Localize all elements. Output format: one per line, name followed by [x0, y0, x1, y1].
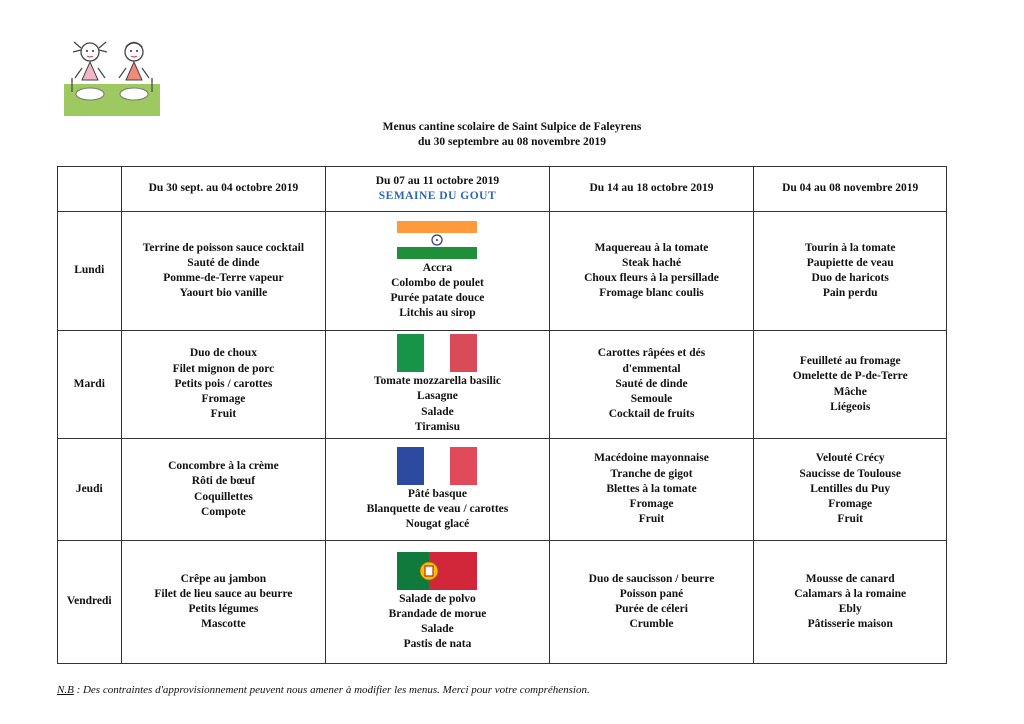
- menu-cell: [549, 439, 754, 541]
- menu-cell: [549, 541, 754, 664]
- dish: Fruit: [837, 513, 863, 526]
- dish: Feuilleté au fromage: [799, 355, 901, 368]
- footnote-label: N.B: [57, 684, 74, 696]
- dish: Nougat glacé: [405, 518, 470, 531]
- dish: Accra: [422, 261, 453, 274]
- day-label: Mardi: [58, 331, 122, 439]
- dish: Tranche de gigot: [610, 467, 693, 480]
- dish: Fruit: [210, 408, 237, 421]
- menu-cell: [121, 439, 326, 541]
- table-row: [58, 212, 947, 331]
- dish: Crêpe au jambon: [180, 572, 267, 585]
- menu-cell: [549, 212, 754, 331]
- menu-cell: [754, 331, 947, 439]
- dish: d'emmental: [622, 362, 681, 375]
- dish: Mâche: [833, 385, 867, 398]
- menu-cell: [326, 331, 549, 439]
- dish: Tourin à la tomate: [804, 241, 896, 254]
- dish: Duo de choux: [189, 347, 257, 360]
- menu-cell: [326, 541, 549, 664]
- dish: Lentilles du Puy: [810, 482, 891, 495]
- dish: Yaourt bio vanille: [179, 287, 268, 300]
- dish: Omelette de P-de-Terre: [792, 370, 908, 383]
- dish: Ebly: [838, 603, 862, 615]
- india-flag-icon: [397, 221, 477, 259]
- day-label: Vendredi: [58, 541, 122, 664]
- dish: Tomate mozzarella basilic: [373, 375, 502, 388]
- menu-cell: [121, 541, 326, 664]
- column-subtitle: SEMAINE DU GOUT: [378, 190, 497, 202]
- dish: Pâté basque: [407, 487, 468, 500]
- menu-cell: [754, 439, 947, 541]
- dish: Brandade de morue: [388, 607, 487, 620]
- dish: Filet mignon de porc: [172, 362, 275, 375]
- dish: Fruit: [638, 513, 665, 526]
- menu-cell: [549, 331, 754, 439]
- dish: Calamars à la romaine: [794, 587, 907, 600]
- dish: Liégeois: [830, 400, 871, 413]
- table-row: [58, 541, 947, 664]
- dish: Petits pois / carottes: [174, 377, 273, 390]
- dish: Sauté de dinde: [615, 377, 688, 390]
- footnote: [57, 684, 590, 696]
- menu-cell: [326, 212, 549, 331]
- day-label: Jeudi: [58, 439, 122, 541]
- dish: Coquillettes: [194, 490, 253, 503]
- dish: Purée patate douce: [390, 292, 485, 304]
- menu-cell: [754, 541, 947, 664]
- dish: Cocktail de fruits: [608, 408, 695, 421]
- dish: Pain perdu: [822, 287, 878, 300]
- dish: Saucisse de Toulouse: [799, 467, 902, 480]
- dish: Pomme-de-Terre vapeur: [163, 272, 284, 284]
- dish: Salade de polvo: [399, 592, 476, 605]
- dish: Fromage: [828, 498, 873, 511]
- menu-cell: [121, 212, 326, 331]
- column-header: [326, 167, 549, 212]
- dish: Salade: [421, 623, 454, 635]
- menu-cell: [121, 331, 326, 439]
- footnote-text: : Des contraintes d'approvisionnement peuvent nous amener à modifier les menus. Merci pour votre compréhension.: [73, 684, 590, 696]
- dish: Paupiette de veau: [806, 256, 894, 269]
- menu-cell: [754, 212, 947, 331]
- italy-flag-icon: [397, 334, 477, 372]
- menu-table: [57, 166, 947, 664]
- column-header: Du 04 au 08 novembre 2019: [754, 167, 947, 212]
- dish: Fromage: [201, 393, 246, 406]
- dish: Crumble: [629, 618, 674, 631]
- corner-cell: [58, 167, 122, 212]
- dish: Mousse de canard: [805, 572, 895, 585]
- dish: Fromage: [629, 498, 674, 511]
- dish: Lasagne: [417, 390, 458, 403]
- dish: Mascotte: [201, 618, 246, 631]
- dish: Semoule: [630, 393, 673, 406]
- column-header: Du 14 au 18 octobre 2019: [549, 167, 754, 212]
- dish: Poisson pané: [619, 587, 684, 600]
- portugal-flag-icon: [397, 552, 477, 590]
- dish: Filet de lieu sauce au beurre: [154, 587, 293, 600]
- dish: Duo de haricots: [811, 272, 889, 284]
- table-row: [58, 439, 947, 541]
- dish: Rôti de bœuf: [191, 475, 256, 488]
- document-title: Menus cantine scolaire de Saint Sulpice de Faleyrens: [382, 121, 642, 133]
- dish: Salade: [421, 405, 454, 418]
- dish: Choux fleurs à la persillade: [584, 272, 719, 284]
- dish: Pastis de nata: [403, 638, 472, 651]
- dish: Blettes à la tomate: [606, 482, 697, 495]
- dish: Concombre à la crème: [168, 460, 279, 473]
- dish: Purée de céleri: [615, 603, 688, 615]
- dish: Terrine de poisson sauce cocktail: [142, 241, 305, 254]
- dish: Pâtisserie maison: [807, 618, 893, 631]
- dish: Blanquette de veau / carottes: [366, 502, 509, 515]
- dish: Colombo de poulet: [391, 276, 484, 289]
- table-row: [58, 331, 947, 439]
- menu-cell: [326, 439, 549, 541]
- dish: Duo de saucisson / beurre: [588, 572, 715, 585]
- column-header: Du 30 sept. au 04 octobre 2019: [121, 167, 326, 212]
- dish: Petits légumes: [188, 603, 259, 615]
- day-label: Lundi: [58, 212, 122, 331]
- table-header-row: [58, 167, 947, 212]
- dish: Steak haché: [621, 256, 682, 269]
- dish: Fromage blanc coulis: [599, 287, 704, 300]
- france-flag-icon: [397, 447, 477, 485]
- dish: Carottes râpées et dés: [597, 347, 706, 360]
- column-header-label: Du 07 au 11 octobre 2019: [375, 174, 500, 187]
- dish: Compote: [201, 505, 246, 518]
- dish: Maquereau à la tomate: [594, 241, 709, 254]
- dish: Velouté Crécy: [815, 452, 885, 465]
- children-at-table-icon: [62, 34, 162, 118]
- dish: Macédoine mayonnaise: [594, 452, 709, 465]
- dish: Sauté de dinde: [187, 256, 260, 269]
- document-date-range: du 30 septembre au 08 novembre 2019: [417, 136, 607, 148]
- dish: Tiramisu: [414, 420, 461, 433]
- dish: Litchis au sirop: [399, 307, 476, 320]
